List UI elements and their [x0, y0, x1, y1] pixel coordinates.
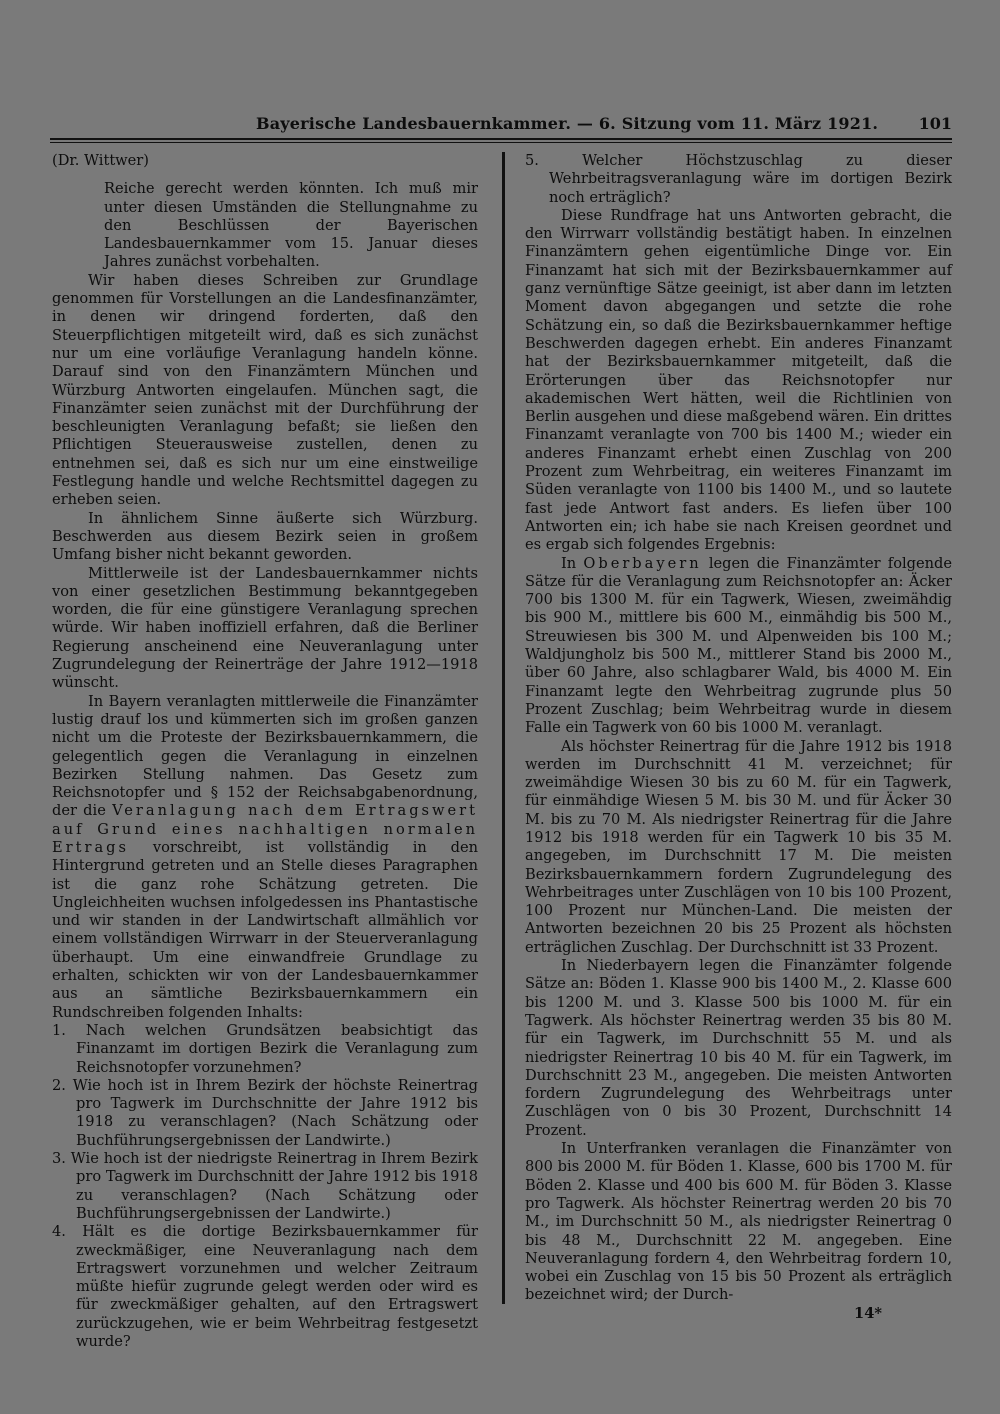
paragraph-text: In Bayern veranlagten mittlerweile die Finanzämter lustig drauf los und kümmerten sich im großen ganzen nicht um die Proteste der Bezirksbauernkammern, die gelegentlich gegen die Veranlagung in einzelnen Bezirken Stellung nahmen. Das Gesetz zum Reichsnotopfer und § 152 der Reichsabgabenordnung, der die — [52, 692, 478, 820]
paragraph: Wir haben dieses Schreiben zur Grundlage genommen für Vorstellungen an die Landesfinanzämter, in denen wir dringend forderten, daß den Steuerpflichtigen mitgeteilt wird, daß es sich zunächst nur um eine vorläufige Veranlagung handeln könne. Darauf sind von den Finanzämtern München und Würzburg Antworten eingelaufen. München sagt, die Finanzämter seien zunächst mit der Durchführung der beschleunigten Veranlagung befaßt; sie ließen den Pflichtigen Steuerausweise zustellen, denen zu entnehmen sei, daß es sich nur um eine einstweilige Festlegung handle und welche Rechtsmittel dagegen zu erheben seien. — [52, 271, 478, 509]
sheet-signature: 14* — [854, 1304, 882, 1322]
paragraph: Diese Rundfrage hat uns Antworten gebracht, die den Wirrwarr vollständig bestätigt haben. In einzelnen Finanzämtern gehen eigentümliche Dinge vor. Ein Finanzamt hat sich mit der Bezirksbauernkammer auf ganz vernünftige Sätze geeinigt, ist aber dann im letzten Moment davon abgegangen und setzte die rohe Schätzung ein, so daß die Bezirksbauernkammer heftige Beschwerden dagegen erhebt. Ein anderes Finanzamt hat der Bezirksbauernkammer mitgeteilt, daß die Erörterungen über das Reichsnotopfer nur akademischen Wert hätten, weil die Richtlinien von Berlin ausgehen und diese maßgebend wären. Ein drittes Finanzamt veranlagte von 700 bis 1400 M.; wieder ein anderes Finanzamt erhebt einen Zuschlag von 200 Prozent zum Wehrbeitrag, ein weiteres Finanzamt im Süden veranlagte von 1100 bis 1400 M., und so lautete fast jede Antwort fast anders. Es liefen über 100 Antworten ein; ich habe sie nach Kreisen geordnet und es ergab sich folgendes Ergebnis: — [525, 206, 952, 554]
header-rule-thin — [50, 142, 952, 143]
question-item: 1. Nach welchen Grundsätzen beabsichtigt das Finanzamt im dortigen Bezirk die Veranlagung zum Reichsnotopfer vorzunehmen? — [52, 1021, 478, 1076]
question-item: 4. Hält es die dortige Bezirksbauernkammer für zweckmäßiger, eine Neuveranlagung nach dem Ertragswert vorzunehmen und welcher Zeitraum müßte hiefür zugrunde gelegt werden oder wird es für zweckmäßiger gehalten, auf den Ertragswert zurückzugehen, wie er beim Wehrbeitrag festgesetzt wurde? — [52, 1223, 478, 1350]
paragraph — [52, 693, 478, 1022]
paragraph-text: In — [561, 554, 584, 572]
paragraph: In ähnlichem Sinne äußerte sich Würzburg. Beschwerden aus diesem Bezirk seien in großem Umfang bisher nicht bekannt geworden. — [52, 509, 478, 564]
running-title: Bayerische Landesbauernkammer. — 6. Sitzung vom 11. März 1921. — [256, 114, 879, 133]
paragraph: Reiche gerecht werden könnten. Ich muß mir unter diesen Umständen die Stellungnahme zu den Beschlüssen der Bayerischen Landesbauernkammer vom 15. Januar dieses Jahres zunächst vorbehalten. — [104, 180, 478, 271]
question-item: 3. Wie hoch ist der niedrigste Reinertrag in Ihrem Bezirk pro Tagwerk im Durchschnitt der Jahre 1912 bis 1918 zu veranschlagen? (Nach Schätzung oder Buchführungsergebnissen der Landwirte.) — [52, 1150, 478, 1222]
paragraph: In Niederbayern legen die Finanzämter folgende Sätze an: Böden 1. Klasse 900 bis 1400 M., 2. Klasse 600 bis 1200 M. und 3. Klasse 500 bis 1000 M. für ein Tagwerk. Als höchster Reinertrag werden 35 bis 80 M. für ein Tagwerk, im Durchschnitt 55 M. und als niedrigster Reinertrag 10 bis 40 M. für ein Tagwerk, im Durchschnitt 23 M., angegeben. Die meisten Antworten fordern Zugrundelegung des Wehrbeitrags unter Zuschlägen von 0 bis 30 Prozent, Durchschnitt 14 Prozent. — [525, 957, 952, 1139]
paragraph: Als höchster Reinertrag für die Jahre 1912 bis 1918 werden im Durchschnitt 41 M. verzeichnet; für zweimähdige Wiesen 30 bis zu 60 M. für ein Tagwerk, für einmähdige Wiesen 5 M. bis 30 M. und für Äcker 30 M. bis zu 70 M. Als niedrigster Reinertrag für die Jahre 1912 bis 1918 werden für ein Tagwerk 10 bis 35 M. angegeben, im Durchschnitt 17 M. Die meisten Bezirksbauernkammern fordern Zugrundelegung des Wehrbeitrages unter Zuschlägen von 10 bis 100 Prozent, 100 Prozent nur München-Land. Die meisten der Antworten bezeichnen 20 bis 25 Prozent als höchsten erträglichen Zuschlag. Der Durchschnitt ist 33 Prozent. — [525, 737, 952, 956]
paragraph-text: legen die Finanzämter folgende Sätze für die Veranlagung zum Reichsnotopfer an: Äcker 700 bis 1300 M. für ein Tagwerk, Wiesen, zweimähdig bis 900 M., mittlere bis 600 M., einmähdig bis 500 M., Streuwiesen bis 300 M. und Alpenweiden bis 100 M.; Waldjungholz bis 500 M., mittlerer Stand bis 2000 M., über 60 Jahre, also schlagbarer Wald, bis 4000 M. Ein Finanzamt legte den Wehrbeitrag zugrunde plus 50 Prozent Zuschlag; beim Wehrbeitrag wurde in diesem Falle ein Tagwerk von 60 bis 1000 M. veranlagt. — [525, 554, 953, 737]
right-column — [525, 152, 952, 1323]
emphasized-text: Veranlagung nach dem Ertragswert auf Grund eines nachhaltigen normalen Ertrags — [52, 802, 478, 856]
paragraph: Mittlerweile ist der Landesbauernkammer nichts von einer gesetzlichen Bestimmung bekanntgegeben worden, die für eine günstigere Veranlagung sprechen würde. Wir haben inoffiziell erfahren, daß die Berliner Regierung anscheinend eine Neuveranlagung unter Zugrundelegung der Reinerträge der Jahre 1912—1918 wünscht. — [52, 564, 478, 692]
emphasized-region: Oberbayern — [583, 554, 702, 572]
question-item: 5. Welcher Höchstzuschlag zu dieser Wehrbeitragsveranlagung wäre im dortigen Bezirk noch erträglich? — [525, 152, 952, 206]
speaker-label: (Dr. Wittwer) — [52, 152, 149, 169]
left-column — [52, 152, 478, 1351]
paragraph-text: vorschreibt, ist vollständig in den Hintergrund getreten und an Stelle dieses Paragraphen ist die ganz rohe Schätzung getreten. Die Ungleichheiten wuchsen infolgedessen ins Phantastische und wir standen in der Landwirtschaft allmählich vor einem vollständigen Wirrwarr in der Steuerveranlagung überhaupt. Um eine einwandfreie Grundlage zu erhalten, schickten wir von der Landesbauernkammer aus an sämtliche Bezirksbauernkammern ein Rundschreiben folgenden Inhalts: — [52, 838, 479, 1021]
paragraph: In Unterfranken veranlagen die Finanzämter von 800 bis 2000 M. für Böden 1. Klasse, 600 bis 1700 M. für Böden 2. Klasse und 400 bis 600 M. für Böden 3. Klasse pro Tagwerk. Als höchster Reinertrag werden 20 bis 70 M., im Durchschnitt 50 M., als niedrigster Reinertrag 0 bis 48 M., Durchschnitt 22 M. angegeben. Eine Neuveranlagung fordern 4, den Wehrbeitrag fordern 10, wobei ein Zuschlag von 15 bis 50 Prozent als erträglich bezeichnet wird; der Durch- — [525, 1140, 952, 1304]
page-number: 101 — [918, 114, 952, 133]
running-header — [50, 114, 952, 138]
header-rule — [50, 138, 952, 140]
column-divider — [502, 152, 505, 1304]
question-item: 2. Wie hoch ist in Ihrem Bezirk der höchste Reinertrag pro Tagwerk im Durchschnitte der Jahre 1912 bis 1918 zu veranschlagen? (Nach Schätzung oder Buchführungsergebnissen der Landwirte.) — [52, 1076, 478, 1149]
paragraph — [525, 555, 952, 738]
